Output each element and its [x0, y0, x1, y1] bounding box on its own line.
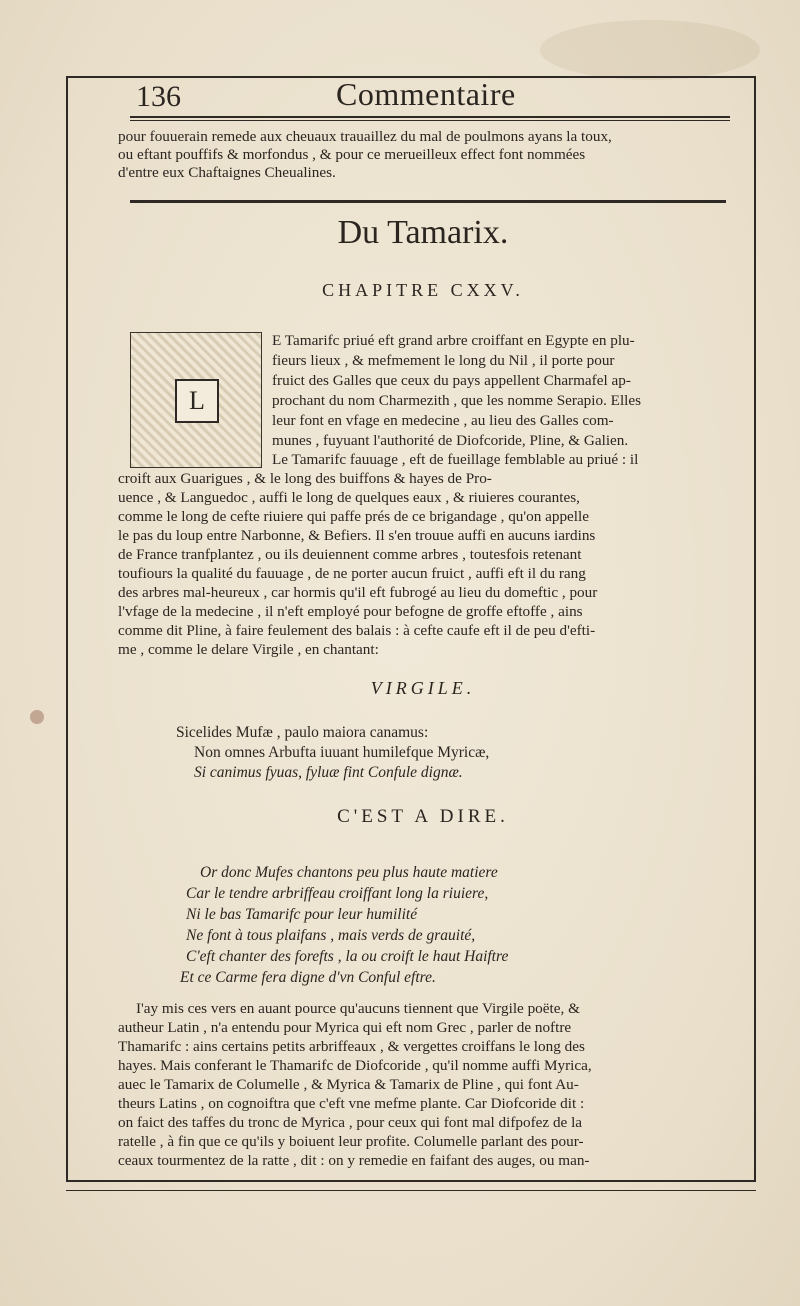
body-line: hayes. Mais conferant le Thamarifc de Diofcoride , qu'il nomme auffi Myrica, [118, 1057, 592, 1074]
body-line: le pas du loup entre Narbonne, & Befiers. Il s'en trouue auffi en aucuns iardins [118, 527, 596, 544]
cest-a-dire-heading: C'EST A DIRE. [337, 806, 509, 827]
section-divider [130, 200, 726, 203]
french-verse-line: Ne font à tous plaifans , mais verds de grauité, [186, 927, 476, 944]
frame-right-rule [754, 76, 756, 1182]
running-title: Commentaire [336, 76, 516, 112]
body-line: leur font en vfage en medecine , au lieu des Galles com- [272, 412, 614, 429]
page-number: 136 [136, 80, 181, 113]
frame-left-rule [66, 76, 68, 1182]
paper-stain [540, 20, 760, 80]
body-line: de France tranfplantez , ou ils deuiennent comme arbres , toutesfois retenant [118, 546, 582, 563]
body-line: Thamarifc : ains certains petits arbriffeaux , & vergettes croiffans le long des [118, 1038, 585, 1055]
body-line: comme le long de cefte riuiere qui paffe prés de ce brigandage , qu'on appelle [118, 508, 589, 525]
body-line: Le Tamarifc fauuage , eft de fueillage femblable au priué : il [272, 451, 639, 468]
body-line: prochant du nom Charmezith , que les nomme Serapio. Elles [272, 392, 642, 409]
body-line: des arbres mal-heureux , car hormis qu'il eft fubrogé au lieu du domeftic , pour [118, 584, 598, 601]
chapter-title: Du Tamarix. [337, 214, 509, 251]
body-line: autheur Latin , n'a entendu pour Myrica qui eft nom Grec , parler de noftre [118, 1019, 572, 1036]
body-line: on faict des taffes du tronc de Myrica , pour ceux qui font mal difpofez de la [118, 1114, 583, 1131]
intro-line: d'entre eux Chaftaignes Cheualines. [118, 164, 336, 181]
body-line: croift aux Guarigues , & le long des buiffons & hayes de Pro- [118, 470, 492, 487]
decorated-initial [130, 332, 262, 468]
latin-verse-line: Sicelides Mufæ , paulo maiora canamus: [176, 724, 429, 741]
paper-stain [30, 710, 44, 724]
body-line: toufiours la qualité du fauuage , de ne porter aucun fruict , auffi eft il du rang [118, 565, 586, 582]
header-rule [130, 116, 730, 118]
latin-verse-line: Non omnes Arbufta iuuant humilefque Myricæ, [194, 744, 490, 761]
chapter-number: CHAPITRE CXXV. [322, 280, 524, 300]
body-line: comme dit Pline, à faire feulement des balais : à cefte caufe eft il de peu d'efti- [118, 622, 596, 639]
latin-verse-line: Si canimus fyuas, fyluæ fint Confule dignæ. [194, 764, 463, 781]
body-line: I'ay mis ces vers en auant pource qu'aucuns tiennent que Virgile poëte, & [136, 1000, 580, 1017]
body-line: fieurs lieux , & mefmement le long du Nil , il porte pour [272, 352, 615, 369]
french-verse-line: Or donc Mufes chantons peu plus haute matiere [200, 864, 498, 881]
virgile-heading: VIRGILE. [370, 678, 476, 698]
body-line: auec le Tamarix de Columelle , & Myrica & Tamarix de Pline , qui font Au- [118, 1076, 579, 1093]
french-verse-line: Car le tendre arbriffeau croiffant long la riuiere, [186, 885, 489, 902]
intro-line: pour fouuerain remede aux cheuaux trauaillez du mal de poulmons ayans la toux, [118, 128, 612, 145]
body-line: munes , fuyuant l'authorité de Diofcoride, Pline, & Galien. [272, 432, 629, 449]
body-line: E Tamarifc priué eft grand arbre croiffant en Egypte en plu- [272, 332, 635, 349]
body-line: fruict des Galles que ceux du pays appellent Charmafel ap- [272, 372, 631, 389]
body-line: me , comme le delare Virgile , en chantant: [118, 641, 379, 658]
header-rule-thin [130, 120, 730, 121]
frame-bottom-rule [66, 1180, 756, 1182]
body-line: uence , & Languedoc , auffi le long de quelques eaux , & riuieres courantes, [118, 489, 580, 506]
body-line: theurs Latins , on cognoiftra que c'eft vne mefme plante. Car Diofcoride dit : [118, 1095, 585, 1112]
footer-rule [66, 1190, 756, 1191]
french-verse-line: Ni le bas Tamarifc pour leur humilité [186, 906, 418, 923]
body-line: ratelle , à fin que ce qu'ils y boiuent leur profite. Columelle parlant des pour- [118, 1133, 584, 1150]
initial-letter: L [175, 379, 219, 423]
french-verse-line: C'eft chanter des forefts , la ou croift le haut Haiftre [186, 948, 509, 965]
body-line: l'vfage de la medecine , il n'eft employé pour befogne de groffe eftoffe , ains [118, 603, 583, 620]
body-line: ceaux tourmentez de la ratte , dit : on y remedie en faifant des auges, ou man- [118, 1152, 590, 1169]
french-verse-line: Et ce Carme fera digne d'vn Conful eftre. [180, 969, 436, 986]
intro-line: ou eftant pouffifs & morfondus , & pour ce merueilleux effect font nommées [118, 146, 586, 163]
